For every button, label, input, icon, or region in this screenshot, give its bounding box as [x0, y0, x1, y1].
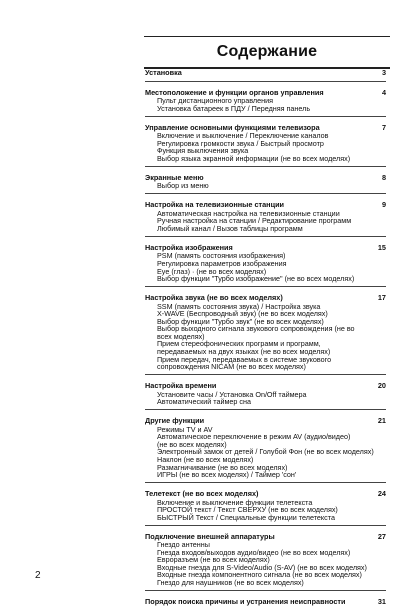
section-divider: [145, 525, 386, 526]
toc-section-title: Настройка на телевизионные станции: [145, 200, 285, 210]
toc-subitem[interactable]: Установите часы / Установка On/Off таймера: [157, 389, 307, 399]
toc-subitem[interactable]: Входные гнезда компонентного сигнала (не во всех моделях): [157, 570, 362, 580]
toc-subitem[interactable]: Включение и выключение / Переключение каналов: [157, 131, 329, 141]
toc-section-heading[interactable]: [145, 69, 386, 78]
toc-section: [145, 124, 386, 167]
toc-page-number: 9: [381, 200, 386, 210]
toc-subitem[interactable]: Eye (глаз) · (не во всех моделях): [157, 266, 267, 276]
toc-page-number: 3: [381, 68, 386, 77]
toc-subitem[interactable]: Автоматический таймер сна: [157, 397, 251, 407]
toc-subitem[interactable]: Ручная настройка на станции / Редактирование программ: [157, 216, 352, 226]
section-divider: [145, 166, 386, 167]
toc-section: [145, 201, 386, 236]
section-divider: [145, 590, 386, 591]
title-bar: [144, 36, 390, 69]
toc-section-title: Подключение внешней аппаратуры: [145, 531, 275, 541]
toc-subitem[interactable]: Автоматическая настройка на телевизионные станции: [157, 208, 340, 218]
section-divider: [145, 409, 386, 410]
toc-subitem[interactable]: Функция выключения звука: [157, 146, 249, 156]
toc-page-number: 15: [377, 242, 386, 252]
toc-subitem[interactable]: PSM (память состояния изображения): [157, 251, 286, 261]
toc-section: [145, 598, 386, 606]
toc-section-title: Телетекст (не во всех моделях): [145, 489, 259, 499]
toc-page-number: 8: [381, 172, 386, 182]
toc-subitem[interactable]: Включение и выключение функции телетекста: [157, 497, 313, 507]
toc-subitem[interactable]: Размагничивание (не во всех моделях): [157, 462, 288, 472]
section-divider: [145, 236, 386, 237]
toc-section: [145, 69, 386, 82]
section-divider: [145, 374, 386, 375]
toc-section-title: Настройка времени: [145, 381, 217, 391]
toc-section-title: Другие функции: [145, 416, 205, 426]
toc-subitem[interactable]: Установка батареек в ПДУ / Передняя панель: [157, 103, 311, 113]
section-divider: [145, 81, 386, 82]
toc-subitem[interactable]: Гнезда входов/выходов аудио/видео (не во всех моделях): [157, 547, 351, 557]
toc-section-title: Порядок поиска причины и устранения неисправности: [145, 596, 346, 606]
toc-subitem[interactable]: Режимы TV и AV: [157, 424, 213, 434]
toc-section-title: Настройка изображения: [145, 242, 233, 252]
toc-subitem[interactable]: Любимый канал / Вызов таблицы программ: [157, 223, 303, 233]
toc-section: [145, 174, 386, 194]
toc-page-number: 20: [377, 381, 386, 391]
toc-subitem[interactable]: Пульт дистанционного управления: [157, 96, 273, 106]
toc-section-title: Настройка звука (не во всех моделях): [145, 293, 283, 302]
toc-subitem[interactable]: ИГРЫ (не во всех моделях) / Таймер 'сон': [157, 470, 297, 480]
toc-subitem[interactable]: Выбор из меню: [157, 181, 209, 191]
toc-page-number: 27: [377, 531, 386, 541]
toc-subitem[interactable]: Автоматическое переключение в режим AV (аудио/видео) (не во всех моделях): [157, 432, 351, 449]
toc-section: [145, 89, 386, 117]
toc-subitem[interactable]: Входные гнезда для S-Video/Audio (S-AV) (не во всех моделях): [157, 562, 367, 572]
toc-section-title: Управление основными функциями телевизора: [145, 122, 320, 132]
page-title: Содержание: [216, 43, 318, 60]
toc-subitem[interactable]: Наклон (не во всех моделях): [157, 454, 254, 464]
toc-subitem[interactable]: SSM (память состояния звука) / Настройка звука: [157, 301, 321, 311]
toc-section: [145, 382, 386, 410]
page-number: 2: [35, 570, 41, 581]
toc-section: [145, 417, 386, 483]
toc-subitem[interactable]: Выбор функции "Турбо изображение" (не во всех моделях): [157, 274, 355, 284]
toc-section: [145, 490, 386, 525]
toc-page-number: 24: [377, 489, 386, 499]
table-of-contents: [145, 69, 386, 606]
toc-subitem[interactable]: X-WAVE (Беспроводный звук) (не во всех моделях): [157, 309, 328, 319]
toc-section: [145, 533, 386, 591]
toc-subitem[interactable]: Гнездо для наушников (не во всех моделях): [157, 578, 304, 588]
toc-section-title: Местоположение и функции органов управления: [145, 87, 324, 97]
toc-subitem[interactable]: Евроразъем (не во всех моделях): [157, 555, 270, 565]
toc-page-number: 7: [381, 122, 386, 132]
toc-page-number: 17: [377, 293, 386, 302]
toc-section: [145, 294, 386, 375]
toc-subitem[interactable]: Электронный замок от детей / Голубой Фон (не во всех моделях): [157, 447, 374, 457]
toc-subitem[interactable]: ПРОСТОЙ текст / Текст СВЕРХУ (не во всех моделях): [157, 505, 338, 515]
section-divider: [145, 193, 386, 194]
section-divider: [145, 286, 386, 287]
section-divider: [145, 116, 386, 117]
toc-subitem[interactable]: Выбор языка экранной информации (не во всех моделях): [157, 154, 351, 164]
toc-subitem[interactable]: БЫСТРЫЙ Текст / Специальные функции телетекста: [157, 512, 335, 522]
toc-section-heading[interactable]: [145, 598, 386, 606]
toc-page-number: 21: [377, 416, 386, 426]
toc-subitem[interactable]: Регулировка громкости звука / Быстрый просмотр: [157, 138, 324, 148]
toc-subitem[interactable]: Прием передач, передаваемых в системе звукового сопровождения NICAM (не во всех моделях): [157, 354, 332, 372]
toc-section: [145, 244, 386, 287]
toc-section-title: Экранные меню: [145, 172, 204, 182]
toc-subitem[interactable]: Гнездо антенны: [157, 540, 210, 550]
toc-subitem[interactable]: Регулировка параметров изображения: [157, 258, 287, 268]
toc-section-title: Установка: [145, 68, 182, 77]
toc-subitem[interactable]: Выбор выходного сигнала звукового сопровождения (не во всех моделях): [157, 324, 355, 341]
toc-page-number: 31: [377, 596, 386, 606]
toc-subitem[interactable]: Прием стереофонических программ и программ, передаваемых на двух языках (не во всех моделях): [157, 339, 331, 357]
section-divider: [145, 482, 386, 483]
toc-page-number: 4: [381, 87, 386, 97]
toc-subitem[interactable]: Выбор функции "Турбо звук" (не во всех моделях): [157, 316, 324, 326]
